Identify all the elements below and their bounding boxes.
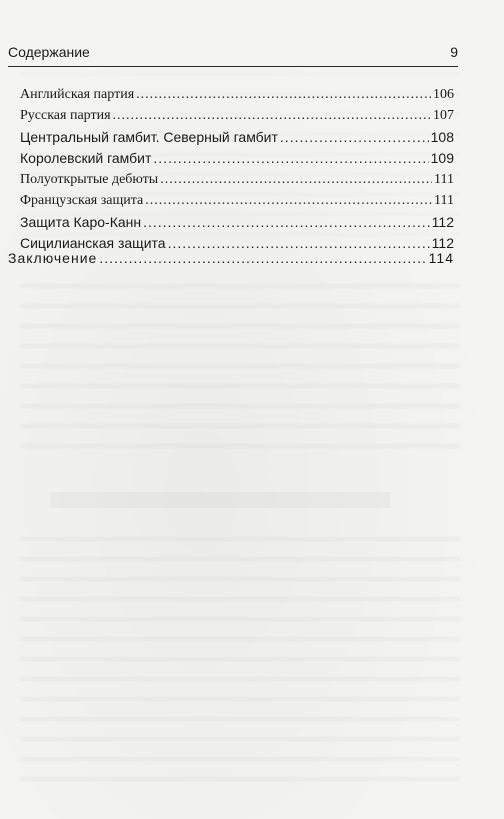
toc-entry-label: Русская партия [20,108,111,124]
running-header [8,44,458,64]
table-of-contents [20,84,454,254]
toc-entry [20,105,454,126]
toc-entry [20,127,454,148]
toc-entry-page: 112 [431,235,454,252]
toc-entry [20,169,454,190]
toc-entry-page: 111 [434,172,454,188]
bleed-through-heading [50,492,390,508]
toc-entry-label: Французская защита [20,193,144,209]
toc-entry-conclusion [8,250,454,266]
dot-leader [153,148,428,169]
dot-leader [160,169,432,190]
toc-entry-label: Заключение [8,250,98,266]
toc-entry-label: Защита Каро-Канн [20,213,142,230]
header-rule [8,66,458,67]
toc-entry-page: 107 [433,108,454,124]
toc-entry-page: 106 [433,87,454,102]
dot-leader [136,84,431,105]
bleed-through-text [20,272,460,462]
dot-leader [99,250,426,266]
toc-entry-label: Полуоткрытые дебюты [20,172,159,188]
dot-leader [280,127,429,148]
dot-leader [113,105,431,126]
dot-leader [143,212,430,233]
toc-entry-page: 108 [430,128,454,145]
toc-entry [20,148,454,169]
toc-entry-page: 109 [430,149,454,166]
toc-entry-page: 112 [431,213,454,230]
running-header-page-number: 9 [450,44,458,60]
toc-entry-label: Королевский гамбит [20,149,152,166]
toc-entry-label: Сицилианская защита [20,235,166,252]
toc-entry-page: 111 [434,193,454,209]
toc-entry-page: 114 [428,250,454,266]
running-header-title: Содержание [8,44,90,60]
toc-entry [20,190,454,211]
toc-entry [20,212,454,233]
bleed-through-text [20,525,460,785]
dot-leader [145,190,432,211]
toc-entry-label: Английская партия [20,87,135,102]
toc-entry-label: Центральный гамбит. Северный гамбит [20,128,278,145]
toc-entry [20,84,454,105]
